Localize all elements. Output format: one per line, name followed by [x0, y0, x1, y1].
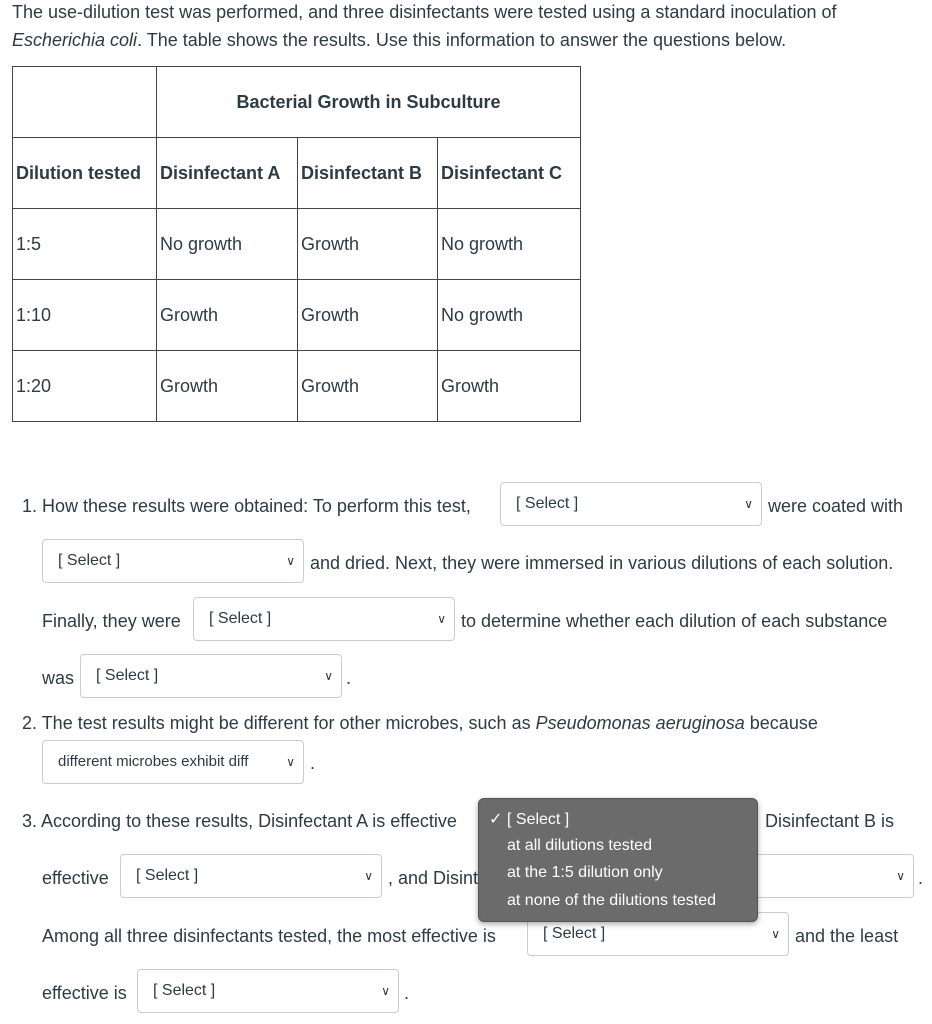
- q3-text-5: .: [918, 868, 924, 888]
- chevron-down-icon: ∨: [364, 869, 373, 883]
- table-corner-cell: [13, 67, 157, 138]
- table-cell: Growth: [157, 280, 298, 351]
- select-dropdown-4[interactable]: [80, 654, 342, 698]
- select-dropdown-2[interactable]: [42, 539, 304, 583]
- chevron-down-icon: ∨: [896, 869, 905, 883]
- table-cell: Growth: [298, 280, 438, 351]
- table-cell: 1:20: [13, 351, 157, 422]
- q3-text-4: , and Disint: [388, 868, 479, 888]
- chevron-down-icon: ∨: [437, 612, 446, 626]
- dropdown-option-1-5-only[interactable]: at the 1:5 dilution only: [507, 864, 663, 881]
- q1-text-4: Finally, they were: [42, 611, 181, 631]
- q3-text-3: effective: [42, 868, 109, 888]
- q1-text-1: 1. How these results were obtained: To perform this test,: [22, 496, 471, 516]
- q2-text-1a: 2. The test results might be different for other microbes, such as: [22, 713, 531, 733]
- table-cell: 1:10: [13, 280, 157, 351]
- table-cell: 1:5: [13, 209, 157, 280]
- checkmark-icon: ✓: [489, 811, 503, 828]
- dropdown-option-label: [ Select ]: [507, 811, 570, 828]
- select-dropdown-10[interactable]: [137, 969, 399, 1013]
- table-header-row: [13, 138, 581, 209]
- dropdown-option-none[interactable]: at none of the dilutions tested: [507, 892, 717, 909]
- q2-organism: Pseudomonas aeruginosa: [535, 713, 745, 733]
- table-super-header-row: [13, 67, 581, 138]
- table-cell: No growth: [438, 280, 581, 351]
- table-cell: No growth: [157, 209, 298, 280]
- table-cell: Growth: [157, 351, 298, 422]
- table-cell: Growth: [438, 351, 581, 422]
- select-dropdown-5[interactable]: [42, 740, 304, 784]
- select-dropdown-3[interactable]: [193, 597, 455, 641]
- q3-text-7: and the least: [795, 926, 899, 946]
- table-cell: No growth: [438, 209, 581, 280]
- select-value: [ Select ]: [516, 495, 579, 512]
- chevron-down-icon: ∨: [286, 755, 295, 769]
- select-value: [ Select ]: [209, 610, 272, 627]
- select-value: [ Select ]: [96, 667, 159, 684]
- table-header-c: Disinfectant C: [438, 138, 581, 209]
- table-cell: Growth: [298, 351, 438, 422]
- intro-text: [12, 0, 836, 54]
- q3-text-9: .: [404, 983, 410, 1003]
- results-table: [12, 66, 581, 422]
- select-value: [ Select ]: [58, 552, 121, 569]
- chevron-down-icon: ∨: [286, 554, 295, 568]
- intro-line-2: [12, 26, 836, 54]
- chevron-down-icon: ∨: [324, 669, 333, 683]
- q2-text-1: [22, 713, 818, 734]
- select-dropdown-7[interactable]: [120, 854, 382, 898]
- select-value: [ Select ]: [543, 925, 606, 942]
- dropdown-option-all-dilutions[interactable]: at all dilutions tested: [507, 837, 652, 854]
- q3-text-8: effective is: [42, 983, 127, 1003]
- q2-text-3: .: [310, 753, 316, 773]
- table-row: [13, 351, 581, 422]
- table-cell: Growth: [298, 209, 438, 280]
- table-row: [13, 209, 581, 280]
- q1-text-6: was: [42, 668, 75, 688]
- table-row: [13, 280, 581, 351]
- select-dropdown-1[interactable]: [500, 482, 762, 526]
- q1-text-2: were coated with: [768, 496, 904, 516]
- intro-line-1: The use-dilution test was performed, and three disinfectants were tested using a standard inoculation of: [12, 2, 837, 22]
- chevron-down-icon: ∨: [771, 927, 780, 941]
- table-header-b: Disinfectant B: [298, 138, 438, 209]
- q1-text-5: to determine whether each dilution of each substance: [461, 611, 888, 631]
- q1-text-7: .: [346, 668, 352, 688]
- chevron-down-icon: ∨: [381, 984, 390, 998]
- q3-text-1: 3. According to these results, Disinfectant A is effective: [22, 811, 457, 831]
- intro-organism: Escherichia coli: [12, 30, 138, 50]
- select-value: different microbes exhibit diff: [58, 753, 249, 770]
- table-super-header: Bacterial Growth in Subculture: [157, 67, 581, 138]
- table-header-a: Disinfectant A: [157, 138, 298, 209]
- table-header-dilution: Dilution tested: [13, 138, 157, 209]
- select-value: [ Select ]: [153, 982, 216, 999]
- q2-text-2: because: [749, 713, 818, 733]
- intro-line-2-rest: . The table shows the results. Use this information to answer the questions below.: [137, 30, 787, 50]
- q3-text-6: Among all three disinfectants tested, the most effective is: [42, 926, 496, 946]
- select-value: [ Select ]: [136, 867, 199, 884]
- q1-text-3: and dried. Next, they were immersed in various dilutions of each solution.: [310, 553, 894, 573]
- q3-text-2: Disinfectant B is: [765, 811, 895, 831]
- dropdown-menu: [478, 798, 758, 922]
- dropdown-option-select[interactable]: [489, 809, 569, 829]
- chevron-down-icon: ∨: [744, 497, 753, 511]
